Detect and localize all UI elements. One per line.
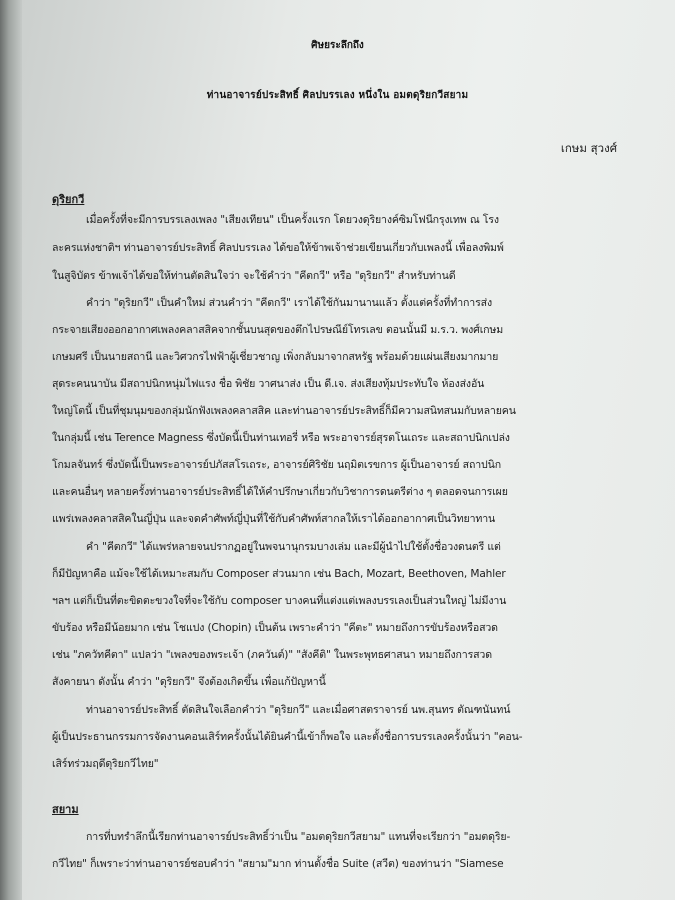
paragraph-line: สุดระคนนาบัน มีสถาปนิกหนุ่มไฟแรง ชื่อ พิชัย วาศนาส่ง เป็น ดี.เจ. ส่งเสียงทุ้มประทับใจ ห้องส่งอัน (52, 378, 485, 390)
paragraph-line: ขับร้อง หรือมีน้อยมาก เช่น โชแปง (Chopin) เป็นต้น เพราะคำว่า "คีตะ" หมายถึงการขับร้องหรือสวด (52, 622, 498, 634)
paragraph-line: โกมลจันทร์ ซึ่งบัดนี้เป็นพระอาจารย์ปภัสสโรเถระ, อาจารย์ศิริชัย นฤมิตเรขการ ผู้เป็นอาจารย์ สถาปนิก (52, 459, 501, 471)
paragraph-line: คำ "คีตกวี" ได้แพร่หลายจนปรากฏอยู่ในพจนานุกรมบางเล่ม และมีผู้นำไปใช้ตั้งชื่อวงดนตรี แต่ (86, 541, 501, 553)
section-heading-duriyakawi: ดุริยกวี (52, 193, 85, 206)
section-heading-siam: สยาม (52, 803, 79, 816)
paragraph-line: ในกลุ่มนี้ เช่น Terence Magness ซึ่งบัดนี้เป็นท่านเทอรี่ หรือ พระอาจารย์สุรตโนเถระ และสถาปนิกเปล่ง (52, 432, 510, 444)
paragraph-line: ละครแห่งชาติฯ ท่านอาจารย์ประสิทธิ์ ศิลปบรรเลง ได้ขอให้ข้าพเจ้าช่วยเขียนเกี่ยวกับเพลงนี้ เพื่อลงพิมพ์ (52, 242, 504, 254)
paragraph-line: ก็มีปัญหาคือ แม้จะใช้ได้เหมาะสมกับ Composer ส่วนมาก เช่น Bach, Mozart, Beethoven, Mahler (52, 568, 506, 580)
paragraph-line: ท่านอาจารย์ประสิทธิ์ ตัดสินใจเลือกคำว่า "ดุริยกวี" และเมื่อศาสตราจารย์ นพ.สุนทร ตัณฑนันทน์ (86, 704, 511, 716)
paragraph-line: การที่บทรำลึกนี้เรียกท่านอาจารย์ประสิทธิ์ว่าเป็น "อมตดุริยกวีสยาม" แทนที่จะเรียกว่า "อมตดุริย- (86, 831, 511, 843)
page-subtitle: ท่านอาจารย์ประสิทธิ์ ศิลปบรรเลง หนึ่งใน อมตดุริยกวีสยาม (206, 90, 469, 101)
page-title: ศิษยระลึกถึง (311, 40, 364, 51)
paragraph-line: คำว่า "ดุริยกวี" เป็นคำใหม่ ส่วนคำว่า "คีตกวี" เราได้ใช้กันมานานแล้ว ตั้งแต่ครั้งที่ทำการส่ง (86, 297, 492, 309)
paragraph-line: ผู้เป็นประธานกรรมการจัดงานคอนเสิร์ทครั้งนั้นได้ยินคำนี้เข้าก็พอใจ และตั้งชื่อการบรรเลงครั้งนั้นว่า "คอน- (52, 731, 523, 743)
paragraph-line: ในสูจิบัตร ข้าพเจ้าได้ขอให้ท่านตัดสินใจว่า จะใช้คำว่า "คีตกวี" หรือ "ดุริยกวี" สำหรับท่านดี (52, 270, 456, 282)
paragraph-line: เมื่อครั้งที่จะมีการบรรเลงเพลง "เสียงเทียน" เป็นครั้งแรก โดยวงดุริยางค์ซิมโฟนีกรุงเทพ ณ โรง (86, 214, 499, 226)
paragraph-line: กวีไทย" ก็เพราะว่าท่านอาจารย์ชอบคำว่า "สยาม"มาก ท่านตั้งชื่อ Suite (สวีต) ของท่านว่า "Siamese (52, 858, 504, 870)
paragraph-line: เกษมศรี เป็นนายสถานี และวิศวกรไฟฟ้าผู้เชี่ยวชาญ เพิ่งกลับมาจากสหรัฐ พร้อมด้วยแผ่นเสียงมากมาย (52, 351, 499, 363)
paragraph-line: ใหญ่โตนี้ เป็นที่ชุมนุมของกลุ่มนักฟังเพลงคลาสสิค และท่านอาจารย์ประสิทธิ์ก็มีความสนิทสนมกับหลายคน (52, 405, 516, 417)
paragraph-line: สังคายนา ดังนั้น คำว่า "ดุริยกวี" จึงต้องเกิดขึ้น เพื่อแก้ปัญหานี้ (52, 676, 326, 688)
paragraph-line: ฯลฯ แต่ก็เป็นที่ตะขิดตะขวงใจที่จะใช้กับ composer บางคนที่แต่งแต่เพลงบรรเลงเป็นส่วนใหญ่ ไม่มีงาน (52, 595, 507, 607)
paragraph-line: เช่น "ภควัทคีตา" แปลว่า "เพลงของพระเจ้า (ภควันต์)" "สังคีติ" ในพระพุทธศาสนา หมายถึงการสวด (52, 649, 492, 661)
book-gutter-shadow (0, 0, 22, 900)
author-name: เกษม สุวงศ์ (560, 141, 617, 155)
paragraph-line: กระจายเสียงออกอากาศเพลงคลาสสิคจากชั้นบนสุดของตึกไปรษณีย์โทรเลข ตอนนั้นมี ม.ร.ว. พงศ์เกษม (52, 324, 504, 336)
paragraph-line: เสิร์ทร่วมฤดีดุริยกวีไทย" (52, 758, 159, 770)
paragraph-line: และคนอื่นๆ หลายครั้งท่านอาจารย์ประสิทธิ์ได้ให้คำปรึกษาเกี่ยวกับวิชาการดนตรีต่าง ๆ ตลอดจนการเผย (52, 486, 508, 498)
paragraph-line: แพร่เพลงคลาสสิคในญี่ปุ่น และจดคำศัพท์ญี่ปุ่นที่ใช้กับคำศัพท์สากลให้เราได้ออกอากาศเป็นวิทยาทาน (52, 513, 496, 525)
